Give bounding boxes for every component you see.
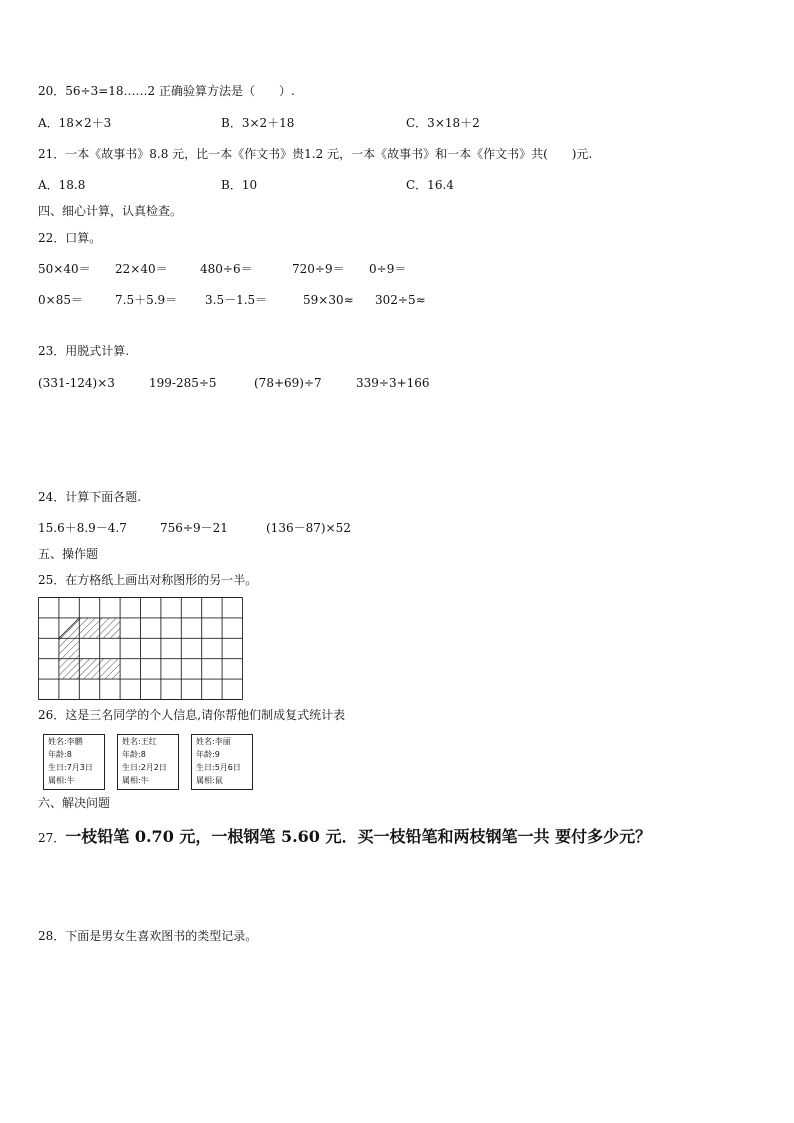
q22-row1-item: 480÷6＝ (200, 262, 253, 276)
q24-expr: (136－87)×52 (266, 521, 351, 535)
section-6-heading: 六、解决问题 (38, 796, 111, 810)
card-birthday: 生日:2月2日 (122, 763, 167, 772)
q22-row1-item: 22×40＝ (115, 262, 168, 276)
shaded-cell (79, 659, 99, 679)
q22-row2-item: 0×85＝ (38, 293, 83, 307)
student-card-2 (117, 734, 179, 790)
card-age: 年龄:8 (48, 750, 72, 759)
shaded-cell (59, 659, 79, 679)
q25-stem: 25．在方格纸上画出对称图形的另一半。 (38, 573, 258, 587)
q20-stem: 20．56÷3=18……2 正确验算方法是（ ）. (38, 84, 295, 98)
q20-option-c: C．3×18＋2 (406, 116, 480, 130)
card-age: 年龄:9 (196, 750, 220, 759)
q22-row2-item: 7.5＋5.9＝ (115, 293, 178, 307)
q27-number: 27． (38, 831, 66, 845)
symmetry-grid[interactable] (38, 597, 244, 700)
shaded-cell (100, 618, 120, 638)
q21-stem: 21．一本《故事书》8.8 元，比一本《作文书》贵1.2 元，一本《故事书》和一本《作文书》共( )元. (38, 147, 593, 161)
section-5-heading: 五、操作题 (38, 547, 99, 561)
q24-expr: 756÷9－21 (160, 521, 228, 535)
shaded-cell (79, 618, 99, 638)
card-name: 姓名:李丽 (196, 737, 231, 746)
q28-stem: 28．下面是男女生喜欢图书的类型记录。 (38, 929, 258, 943)
q23-stem: 23．用脱式计算. (38, 344, 130, 358)
q23-expr: (78+69)÷7 (254, 376, 322, 390)
q22-stem: 22．口算。 (38, 231, 102, 245)
q24-expr: 15.6＋8.9－4.7 (38, 521, 127, 535)
q27-question (38, 826, 651, 849)
card-birthday: 生日:7月3日 (48, 763, 93, 772)
q20-option-a: A．18×2＋3 (38, 116, 112, 130)
card-zodiac: 属相:鼠 (196, 776, 223, 785)
q21-option-b: B．10 (221, 178, 258, 192)
q20-option-b: B．3×2＋18 (221, 116, 295, 130)
shaded-cell (59, 638, 79, 658)
q26-stem: 26．这是三名同学的个人信息,请你帮他们制成复式统计表 (38, 708, 346, 722)
q21-option-a: A．18.8 (38, 178, 86, 192)
card-name: 姓名:李鹏 (48, 737, 83, 746)
q22-row2-item: 59×30≈ (303, 293, 354, 307)
q22-row2-item: 3.5－1.5＝ (205, 293, 268, 307)
card-birthday: 生日:5月6日 (196, 763, 241, 772)
q21-option-c: C．16.4 (406, 178, 454, 192)
student-card-3 (191, 734, 253, 790)
q22-row2-item: 302÷5≈ (375, 293, 426, 307)
card-name: 姓名:王红 (122, 737, 157, 746)
q23-expr: 339÷3+166 (356, 376, 430, 390)
card-zodiac: 属相:牛 (48, 776, 75, 785)
card-age: 年龄:8 (122, 750, 146, 759)
card-zodiac: 属相:牛 (122, 776, 149, 785)
q22-row1-item: 0÷9＝ (369, 262, 407, 276)
q22-row1-item: 720÷9＝ (292, 262, 345, 276)
q24-stem: 24．计算下面各题. (38, 490, 142, 504)
shaded-cell (100, 659, 120, 679)
q27-text: 一枝铅笔 0.70 元，一根钢笔 5.60 元．买一枝铅笔和两枝钢笔一共 要付多少元？ (65, 827, 652, 846)
q23-expr: (331-124)×3 (38, 376, 115, 390)
q23-expr: 199-285÷5 (149, 376, 217, 390)
section-4-heading: 四、细心计算，认真检查。 (38, 204, 183, 218)
student-card-1 (43, 734, 105, 790)
q22-row1-item: 50×40＝ (38, 262, 91, 276)
